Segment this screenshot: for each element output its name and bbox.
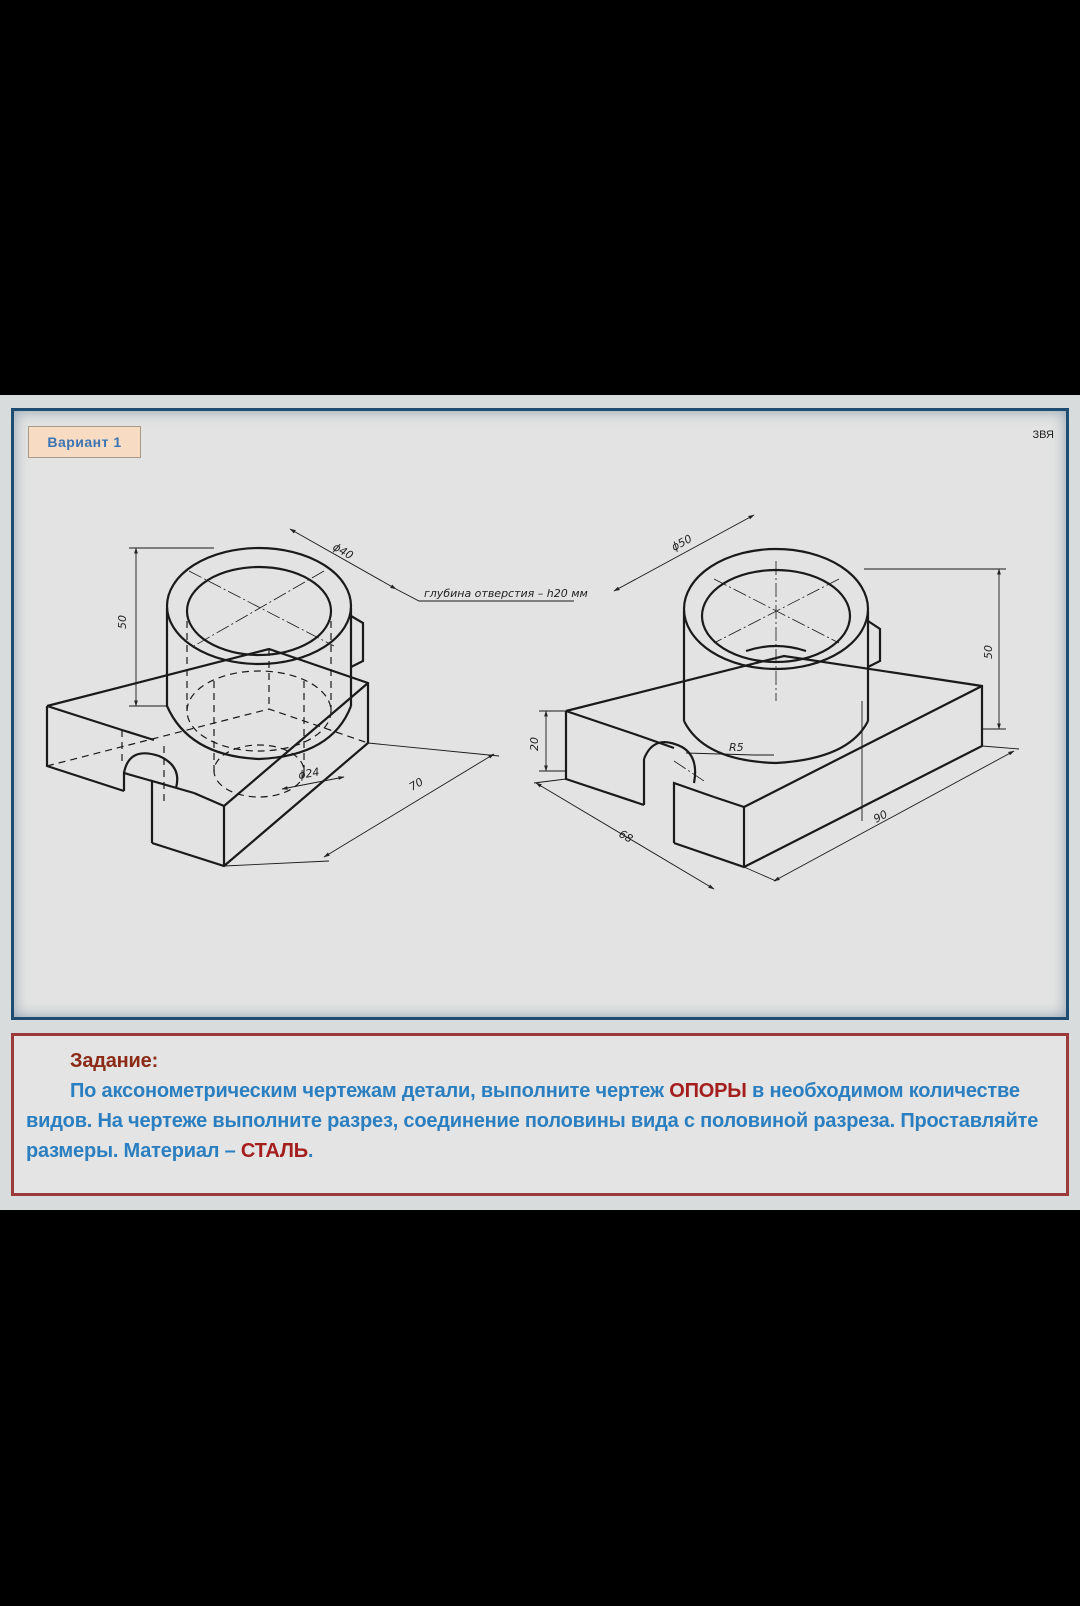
task-heading: Задание:	[70, 1050, 159, 1072]
task-part-name: ОПОРЫ	[669, 1080, 747, 1102]
isometric-drawings	[14, 411, 1066, 1017]
dim-right-w68: 68	[616, 827, 636, 846]
dim-left-d24: ϕ24	[297, 765, 321, 782]
author-mark: ЗВЯ	[1032, 429, 1054, 441]
dim-right-r5: R5	[729, 741, 744, 754]
task-slide	[0, 395, 1080, 1210]
variant-badge: Вариант 1	[28, 426, 141, 458]
dim-left-d40: ϕ40	[330, 540, 356, 563]
task-panel	[11, 1033, 1069, 1196]
task-intro-text: По аксонометрическим чертежам детали, выполните чертеж	[70, 1080, 670, 1102]
left-base-block	[47, 649, 368, 866]
dim-right-h50: 50	[982, 645, 995, 659]
dim-left-l70: 70	[407, 775, 426, 794]
dim-right-d50: ϕ50	[669, 532, 695, 554]
drawing-panel	[11, 408, 1069, 1020]
left-isometric-view	[47, 529, 588, 866]
dim-left-depth-note: глубина отверстия – h20 мм	[424, 587, 588, 600]
task-text	[26, 1046, 1054, 1166]
dim-left-h50: 50	[116, 615, 129, 629]
task-material: СТАЛЬ	[240, 1140, 308, 1162]
task-body-text: в необходимом количестве видов. На чертеже выполните разрез, соединение половины вида с половиной разреза. Проставляйте размеры. Материал –	[26, 1080, 1039, 1162]
right-isometric-view	[528, 515, 1019, 889]
dim-right-h20: 20	[528, 737, 541, 751]
task-end-period: .	[307, 1140, 314, 1162]
left-cylinder	[167, 548, 363, 759]
right-center-lines	[674, 561, 839, 781]
dim-right-l90: 90	[871, 807, 890, 826]
